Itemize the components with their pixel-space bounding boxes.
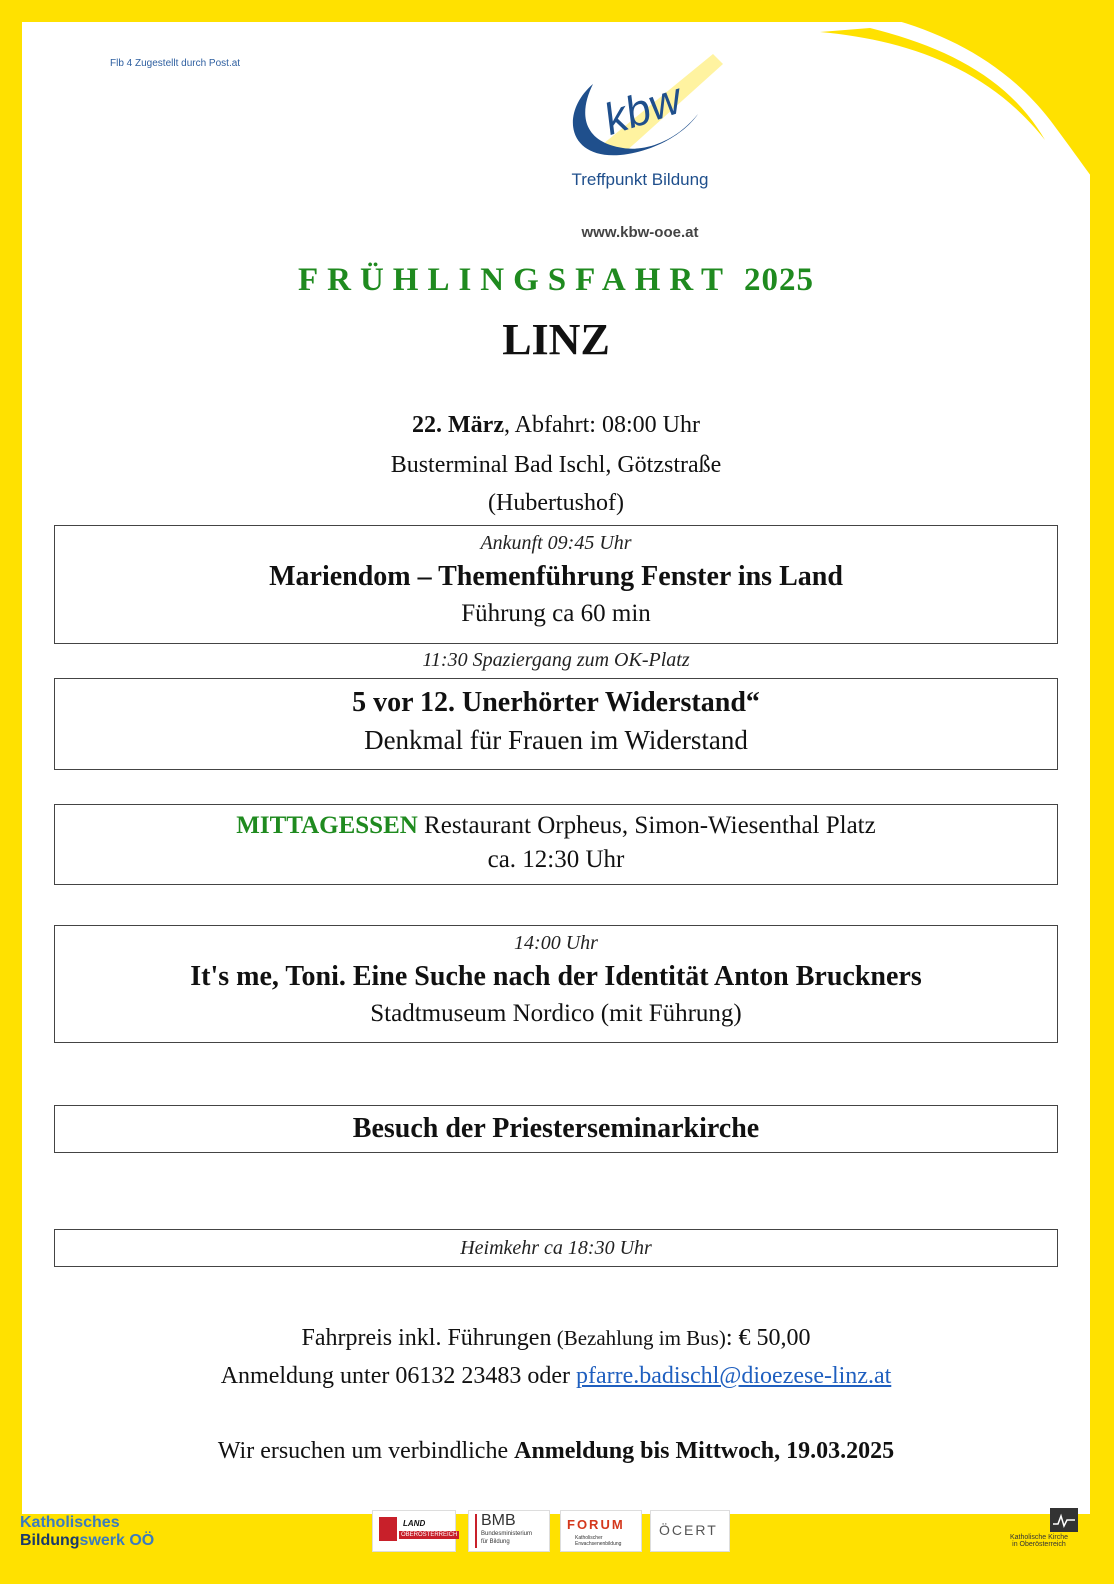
price-label: Fahrpreis inkl. Führungen: [301, 1325, 552, 1351]
lunch-line: [55, 812, 1057, 840]
registration-line: [22, 1363, 1090, 1390]
lunch-time: ca. 12:30 Uhr: [487, 846, 625, 873]
program-box-priesterseminar: [54, 1105, 1058, 1153]
lunch-place: Restaurant Orpheus, Simon-Wiesenthal Platz: [417, 812, 876, 839]
departure-time: , Abfahrt: 08:00 Uhr: [503, 412, 700, 438]
forum-logo: [560, 1510, 642, 1552]
deadline-text: Wir ersuchen um verbindliche: [217, 1438, 515, 1464]
program-box-return: [54, 1229, 1058, 1267]
program-box-nordico: [54, 925, 1058, 1043]
item2-title: 5 vor 12. Unerhörter Widerstand“: [352, 687, 760, 718]
partner-logos-bar: [0, 1500, 1114, 1584]
walk-note: 11:30 Spaziergang zum OK-Platz: [422, 649, 690, 671]
kirche-line1: Katholische Kirche: [1010, 1534, 1068, 1541]
oecert-logo: [650, 1510, 730, 1552]
corner-swoosh-overlay: [700, 0, 1114, 210]
deadline-line: [22, 1438, 1090, 1465]
svg-text:kbw: kbw: [597, 73, 688, 145]
item3-title: It's me, Toni. Eine Suche nach der Identität Anton Bruckners: [190, 961, 922, 992]
item2-subtitle: Denkmal für Frauen im Widerstand: [364, 725, 748, 755]
price-note: (Bezahlung im Bus): [551, 1326, 726, 1350]
bmb-sub2: für Bildung: [481, 1539, 510, 1545]
land-text: LAND: [403, 1519, 426, 1528]
registration-text: Anmeldung unter 06132 23483 oder: [220, 1363, 576, 1389]
lunch-label: MITTAGESSEN: [236, 812, 418, 839]
item3-subtitle: Stadtmuseum Nordico (mit Führung): [370, 1000, 742, 1027]
price-value: : € 50,00: [725, 1325, 811, 1351]
item3-time: 14:00 Uhr: [514, 932, 598, 954]
departure-place: Busterminal Bad Ischl, Götzstraße: [390, 452, 722, 478]
kirche-icon: [1050, 1508, 1078, 1532]
kbw-ooe-line2a: Bildung: [20, 1532, 80, 1549]
bmb-text: BMB: [481, 1512, 516, 1529]
departure-date: 22. März: [412, 412, 504, 438]
kbw-ooe-line2: [20, 1532, 154, 1550]
item4-title: Besuch der Priesterseminarkirche: [352, 1113, 760, 1144]
departure-line: [22, 412, 1090, 439]
program-box-widerstand: [54, 678, 1058, 770]
forum-sub2: Erwachsenenbildung: [575, 1541, 622, 1547]
program-box-lunch: [54, 804, 1058, 885]
bmb-logo: [468, 1510, 550, 1552]
program-box-mariendom: [54, 525, 1058, 644]
price-line: [22, 1325, 1090, 1352]
website-link[interactable]: www.kbw-ooe.at: [581, 224, 699, 241]
kirche-line2: in Oberösterreich: [1012, 1541, 1066, 1548]
arrival-time: Ankunft 09:45 Uhr: [480, 532, 632, 554]
event-title-year: 2025: [744, 262, 815, 298]
forum-sub1: Katholischer: [575, 1535, 603, 1541]
item1-title: Mariendom – Themenführung Fenster ins Land: [269, 561, 843, 592]
event-title-main: FRÜHLINGSFAHRT: [297, 262, 733, 298]
land-ooe-logo: [372, 1510, 456, 1552]
katholische-kirche-logo: [984, 1508, 1094, 1548]
item1-subtitle: Führung ca 60 min: [461, 600, 651, 627]
departure-place-detail: (Hubertushof): [488, 490, 624, 516]
kbw-ooe-line2b: swerk OÖ: [79, 1532, 155, 1549]
return-time: Heimkehr ca 18:30 Uhr: [460, 1237, 652, 1259]
logo-tagline: Treffpunkt Bildung: [571, 170, 709, 189]
destination-city: LINZ: [502, 315, 610, 364]
land-sub-text: OBERÖSTERREICH: [401, 1532, 458, 1538]
postal-note: Flb 4 Zugestellt durch Post.at: [110, 58, 241, 69]
oecert-text: ÖCERT: [659, 1522, 718, 1538]
land-crest-icon: [379, 1517, 397, 1541]
bmb-bar-icon: [475, 1514, 477, 1548]
bmb-sub1: Bundesministerium: [481, 1531, 533, 1537]
deadline-bold: Anmeldung bis Mittwoch, 19.03.2025: [514, 1438, 895, 1464]
kbw-ooe-line1: Katholisches: [20, 1514, 120, 1531]
event-title: [22, 262, 1090, 299]
email-link[interactable]: pfarre.badischl@dioezese-linz.at: [576, 1363, 892, 1389]
kbw-ooe-logo: [20, 1514, 154, 1550]
forum-text: FORUM: [567, 1517, 625, 1532]
